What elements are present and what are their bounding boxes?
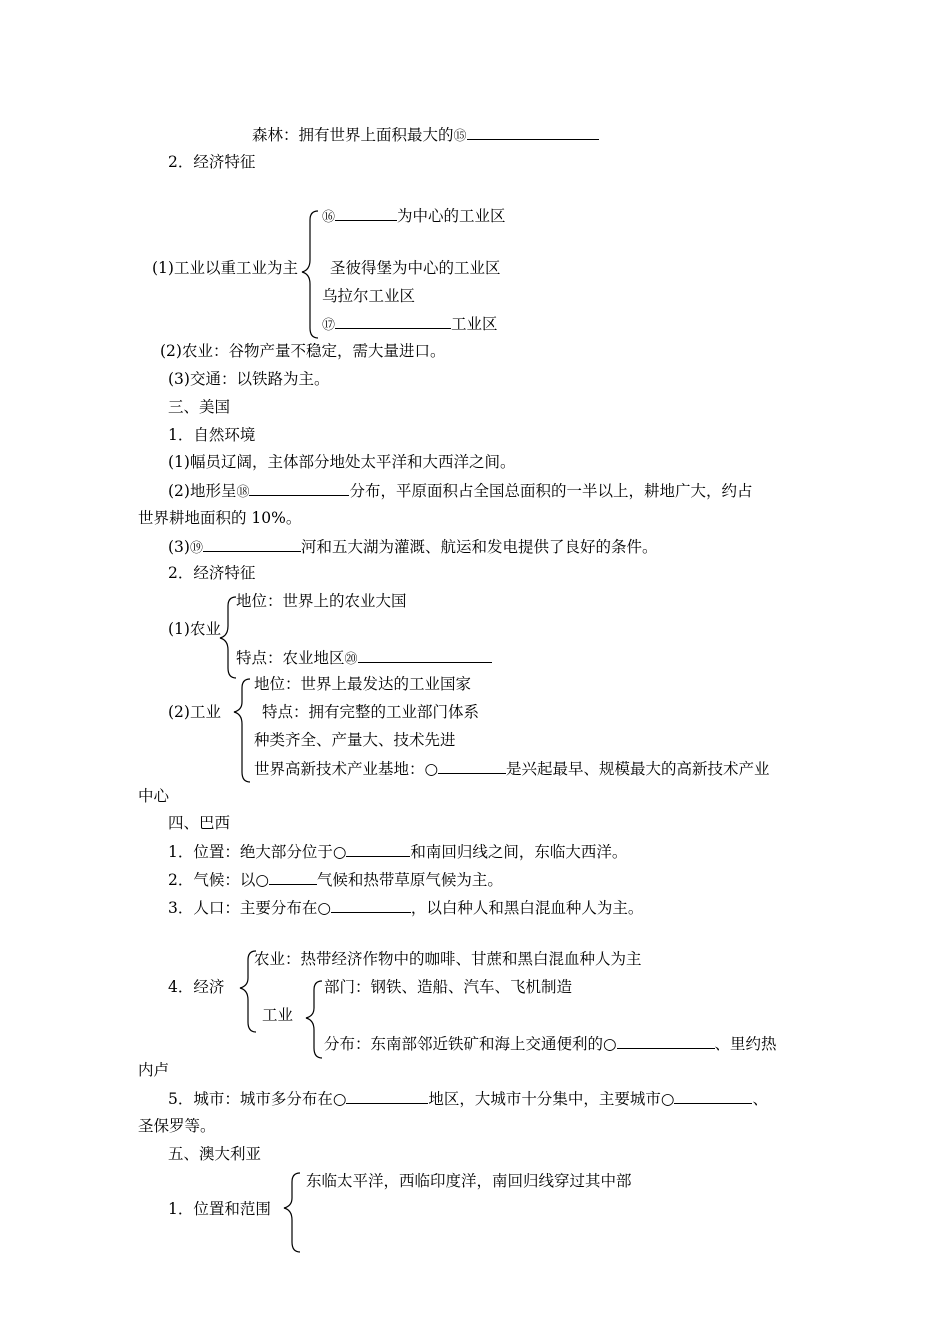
- brazil-ind-label: 工业: [262, 1006, 294, 1024]
- usa-nature-1: (1)幅员辽阔，主体部分地处太平洋和大西洋之间。: [168, 453, 516, 471]
- blank-23[interactable]: [269, 869, 317, 885]
- australia-pos-brace: [282, 1172, 302, 1254]
- blank-25[interactable]: [617, 1033, 715, 1049]
- russia-industry-item-2: 圣彼得堡为中心的工业区: [330, 259, 501, 277]
- usa-ind-hitech: 世界高新技术产业基地：○ 是兴起最早、规模最大的高新技术产业: [254, 760, 770, 778]
- usa-agri-feature: 特点：农业地区⑳: [236, 647, 492, 670]
- russia-transport: (3)交通：以铁路为主。: [168, 370, 330, 388]
- australia-pos-item-1: 东临太平洋，西临印度洋，南回归线穿过其中部: [306, 1172, 632, 1190]
- usa-ind-position: 地位：世界上最发达的工业国家: [254, 675, 472, 693]
- blank-22[interactable]: [346, 841, 410, 857]
- russia-industry-brace: [300, 210, 320, 340]
- blank-21[interactable]: [438, 758, 506, 774]
- brazil-position: 1．位置：绝大部分位于○ 和南回归线之间，东临大西洋。: [168, 843, 628, 861]
- blank-24[interactable]: [331, 897, 411, 913]
- blank-27[interactable]: [674, 1088, 752, 1104]
- blank-15[interactable]: [467, 124, 599, 140]
- russia-industry-item-1: ⑯ 为中心的工业区: [322, 207, 506, 225]
- forest-line: 森林：拥有世界上面积最大的⑮: [252, 124, 599, 147]
- brazil-ind-distribution: 分布：东南部邻近铁矿和海上交通便利的○ 、里约热: [324, 1035, 777, 1053]
- blank-18[interactable]: [249, 480, 349, 496]
- russia-industry-item-3: 乌拉尔工业区: [322, 287, 416, 305]
- blank-17[interactable]: [335, 313, 451, 329]
- australia-heading: 五、澳大利亚: [168, 1145, 262, 1163]
- brazil-population: 3．人口：主要分布在○ ，以白种人和黑白混血种人为主。: [168, 899, 644, 917]
- brazil-cities-cont: 圣保罗等。: [138, 1117, 216, 1135]
- usa-heading: 三、美国: [168, 398, 231, 416]
- brazil-econ-agri: 农业：热带经济作物中的咖啡、甘蔗和黑白混血种人为主: [254, 950, 642, 968]
- brazil-ind-brace: [304, 980, 324, 1060]
- russia-econ-heading: 2．经济特征: [168, 153, 256, 171]
- usa-ind-label: (2)工业: [168, 703, 221, 721]
- usa-ind-hitech-cont: 中心: [138, 787, 170, 805]
- usa-ind-feature: 特点：拥有完整的工业部门体系: [262, 703, 480, 721]
- brazil-ind-dept: 部门：钢铁、造船、汽车、飞机制造: [324, 978, 573, 996]
- usa-nature-2: (2)地形呈⑱ 分布，平原面积占全国总面积的一半以上，耕地广大，约占: [168, 482, 753, 500]
- brazil-cities: 5．城市：城市多分布在○ 地区，大城市十分集中，主要城市○ 、: [168, 1090, 768, 1108]
- blank-20[interactable]: [358, 647, 492, 663]
- usa-ind-brace: [232, 678, 252, 786]
- usa-econ-heading: 2．经济特征: [168, 564, 256, 582]
- blank-26[interactable]: [346, 1088, 428, 1104]
- blank-19[interactable]: [203, 536, 301, 552]
- usa-nature-2-cont: 世界耕地面积的 10%。: [138, 509, 302, 527]
- usa-nature-heading: 1．自然环境: [168, 426, 256, 444]
- russia-industry-label: (1)工业以重工业为主: [152, 259, 298, 277]
- brazil-heading: 四、巴西: [168, 814, 231, 832]
- usa-agri-label: (1)农业: [168, 620, 221, 638]
- brazil-econ-label: 4．经济: [168, 978, 225, 996]
- australia-pos-label: 1．位置和范围: [168, 1200, 271, 1218]
- usa-nature-3: (3)⑲ 河和五大湖为灌溉、航运和发电提供了良好的条件。: [168, 538, 658, 556]
- usa-agri-position: 地位：世界上的农业大国: [236, 592, 407, 610]
- brazil-climate: 2．气候：以○ 气候和热带草原气候为主。: [168, 871, 503, 889]
- russia-industry-item-4: ⑰ 工业区: [322, 315, 498, 333]
- russia-agri: (2)农业：谷物产量不稳定，需大量进口。: [160, 342, 446, 360]
- usa-ind-kinds: 种类齐全、产量大、技术先进: [254, 731, 456, 749]
- usa-agri-brace: [218, 596, 238, 680]
- brazil-ind-distribution-cont: 内卢: [138, 1061, 170, 1079]
- blank-16[interactable]: [335, 205, 397, 221]
